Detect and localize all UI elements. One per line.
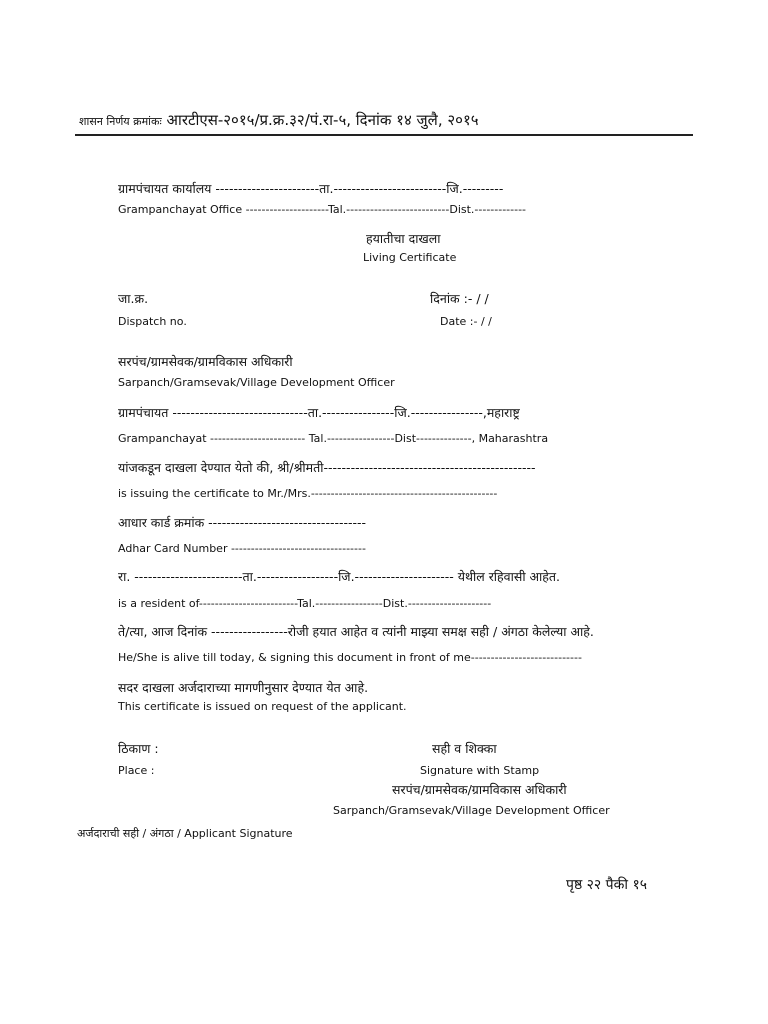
gr-prefix: शासन निर्णय क्रमांकः	[79, 115, 162, 128]
aadhar-line-en: Adhar Card Number ----------------------------------	[118, 542, 366, 555]
alive-line-mr: ते/त्या, आज दिनांक -----------------रोजी हयात आहेत व त्यांनी माझ्या समक्ष सही / अंगठा केलेल्या आहे.	[118, 624, 594, 639]
panchayat-line-mr: ग्रामपंचायत ------------------------------ता.----------------जि.----------------,महाराष्ट्र	[118, 405, 520, 420]
date-label-mr: दिनांक :- / /	[430, 291, 489, 306]
dispatch-label-en: Dispatch no.	[118, 315, 187, 328]
place-label-en: Place :	[118, 764, 155, 777]
header-divider	[75, 134, 693, 136]
resident-line-mr: रा. ------------------------ता.------------------जि.---------------------- येथील रहिवासी आहेत.	[118, 569, 561, 584]
signatory-role-en: Sarpanch/Gramsevak/Village Development Officer	[333, 804, 610, 817]
signature-label-en: Signature with Stamp	[420, 764, 540, 777]
dispatch-label-mr: जा.क्र.	[118, 291, 149, 306]
date-label-en: Date :- / /	[440, 315, 492, 328]
certificate-title-en: Living Certificate	[363, 251, 457, 264]
certificate-title-mr: हयातीचा दाखला	[366, 231, 441, 246]
alive-line-en: He/She is alive till today, & signing this document in front of me----------------------------	[118, 651, 582, 664]
office-line-en: Grampanchayat Office ---------------------Tal.--------------------------Dist.-------------	[118, 203, 527, 216]
issuer-line-mr: सरपंच/ग्रामसेवक/ग्रामविकास अधिकारी	[118, 354, 293, 369]
page-number: पृष्ठ २२ पैकी १५	[566, 877, 647, 893]
gr-reference	[79, 110, 479, 130]
panchayat-line-en: Grampanchayat ------------------------ Tal.-----------------Dist--------------, Maharashtra	[118, 432, 549, 445]
gr-number: आरटीएस-२०१५/प्र.क्र.३२/पं.रा-५, दिनांक १४ जुलै, २०१५	[166, 111, 479, 129]
issuing-line-mr: यांजकडून दाखला देण्यात येतो की, श्री/श्रीमती-----------------------------------------------	[118, 460, 536, 475]
request-line-en: This certificate is issued on request of the applicant.	[118, 700, 407, 713]
applicant-signature-label: अर्जदाराची सही / अंगठा / Applicant Signature	[77, 827, 293, 840]
issuer-line-en: Sarpanch/Gramsevak/Village Development Officer	[118, 376, 395, 389]
signatory-role-mr: सरपंच/ग्रामसेवक/ग्रामविकास अधिकारी	[392, 782, 567, 797]
resident-line-en: is a resident of-------------------------Tal.-----------------Dist.---------------------	[118, 597, 492, 610]
signature-label-mr: सही व शिक्का	[432, 741, 497, 756]
issuing-line-en: is issuing the certificate to Mr./Mrs.-----------------------------------------------	[118, 487, 498, 500]
place-label-mr: ठिकाण :	[118, 741, 159, 756]
office-line-mr: ग्रामपंचायत कार्यालय -----------------------ता.-------------------------जि.---------	[118, 181, 504, 196]
request-line-mr: सदर दाखला अर्जदाराच्या मागणीनुसार देण्यात येत आहे.	[118, 680, 369, 695]
aadhar-line-mr: आधार कार्ड क्रमांक -----------------------------------	[118, 515, 367, 530]
